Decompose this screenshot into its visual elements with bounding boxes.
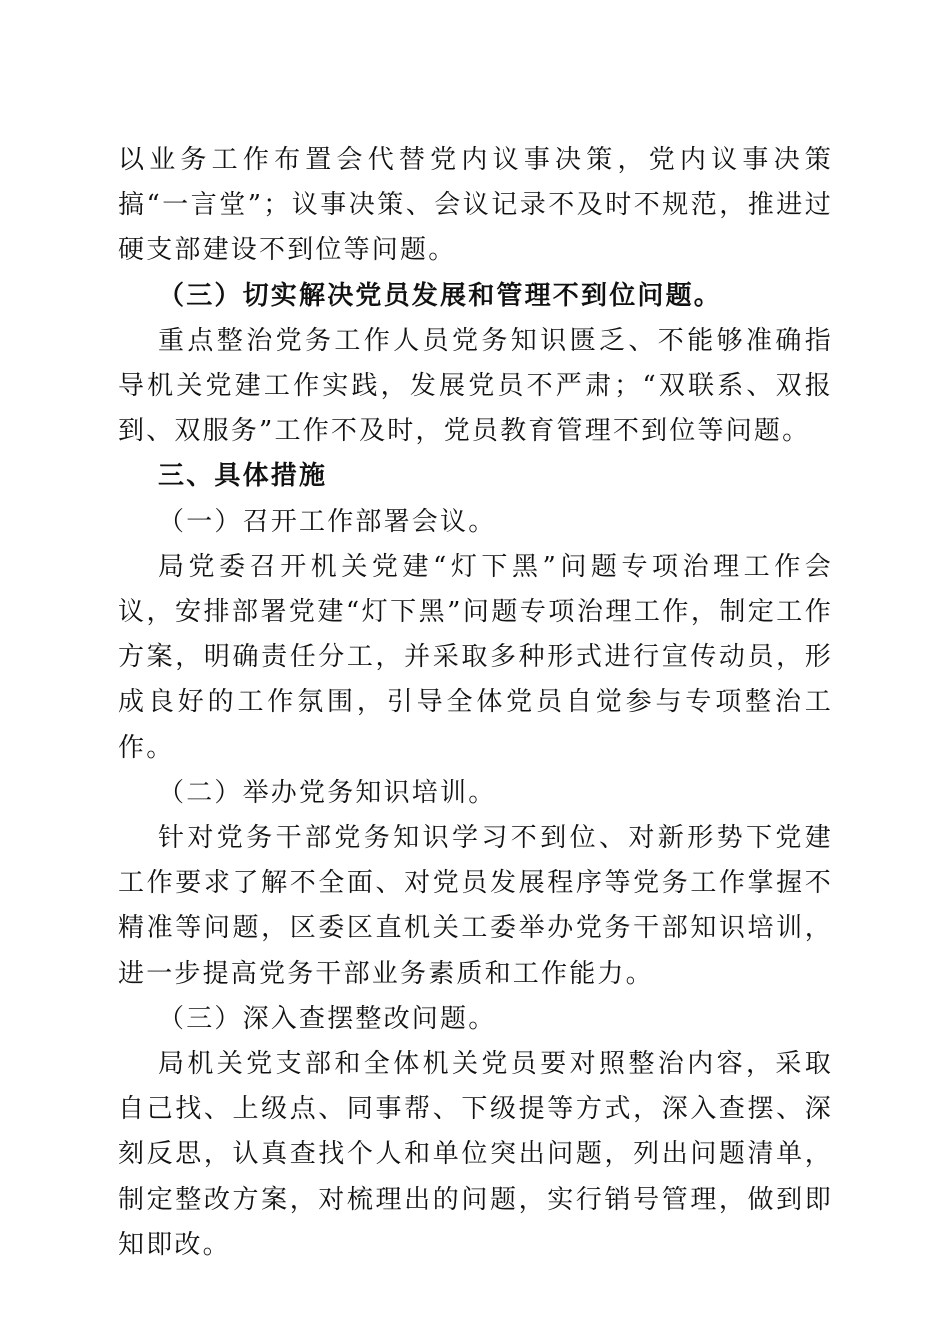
document-body (118, 138, 833, 1268)
paragraph-continued: 以业务工作布置会代替党内议事决策，党内议事决策搞“一言堂”；议事决策、会议记录不及时不规范，推进过硬支部建设不到位等问题。 (118, 145, 833, 266)
paragraph-deployment-meeting: 局党委召开机关党建“灯下黑”问题专项治理工作会议，安排部署党建“灯下黑”问题专项治理工作，制定工作方案，明确责任分工，并采取多种形式进行宣传动员，形成良好的工作氛围，引导全体党员自觉参与专项整治工作。 (118, 551, 833, 763)
section-heading-measures: 三、具体措施 (158, 461, 328, 492)
paragraph-member-management: 重点整治党务工作人员党务知识匮乏、不能够准确指导机关党建工作实践，发展党员不严肃；“双联系、双报到、双服务”工作不及时，党员教育管理不到位等问题。 (118, 325, 833, 447)
subheading-member-management: （三）切实解决党员发展和管理不到位问题。 (158, 280, 723, 311)
subheading-training: （二）举办党务知识培训。 (158, 777, 497, 808)
paragraph-rectification: 局机关党支部和全体机关党员要对照整治内容，采取自己找、上级点、同事帮、下级提等方式，深入查摆、深刻反思，认真查找个人和单位突出问题，列出问题清单，制定整改方案，对梳理出的问题，实行销号管理，做到即知即改。 (118, 1049, 833, 1260)
subheading-deployment-meeting: （一）召开工作部署会议。 (158, 506, 497, 537)
subheading-rectification: （三）深入查摆整改问题。 (158, 1003, 497, 1034)
paragraph-training: 针对党务干部党务知识学习不到位、对新形势下党建工作要求了解不全面、对党员发展程序等党务工作掌握不精准等问题，区委区直机关工委举办党务干部知识培训，进一步提高党务干部业务素质和工作能力。 (118, 823, 833, 989)
